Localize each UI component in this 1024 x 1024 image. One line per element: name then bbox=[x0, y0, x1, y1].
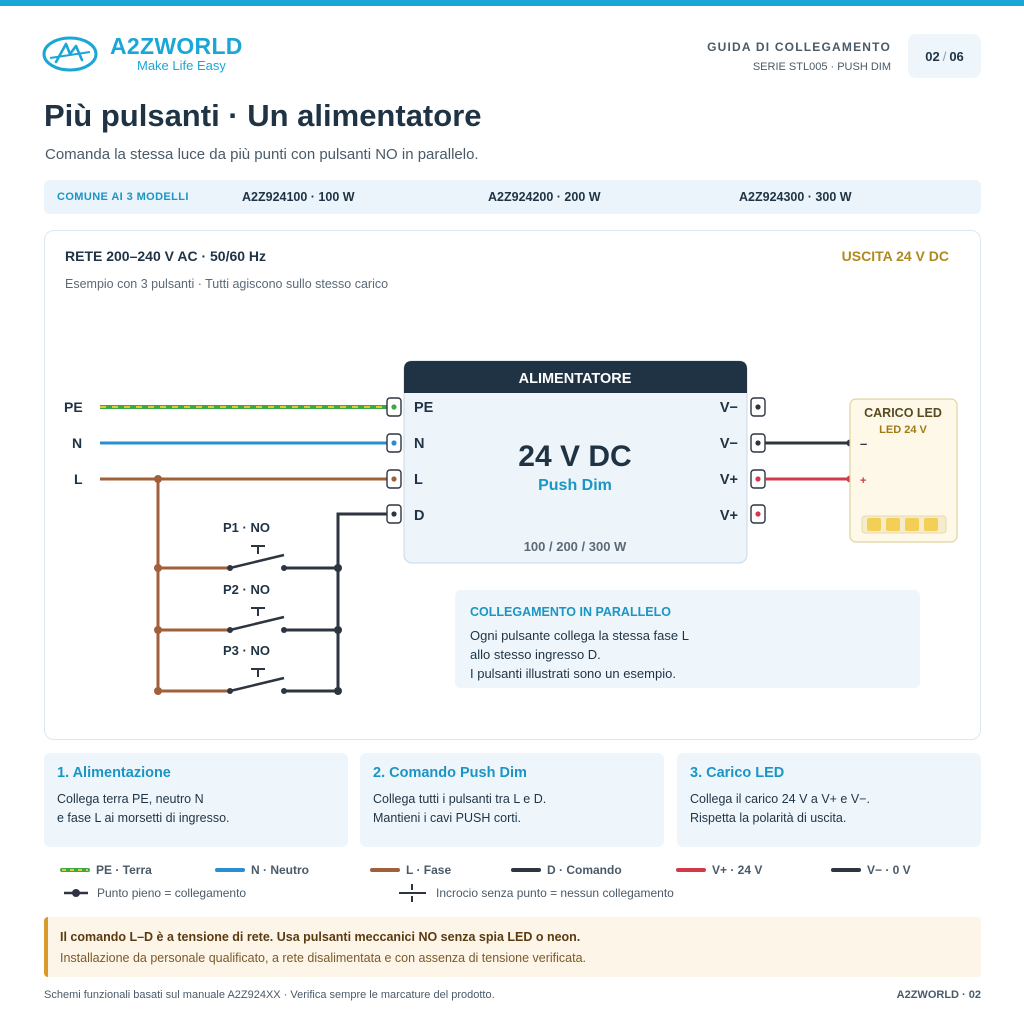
load-minus: – bbox=[860, 436, 868, 451]
model-item: A2Z924100 · 100 W bbox=[242, 190, 355, 204]
load-title: CARICO LED bbox=[864, 406, 942, 420]
led-chip-icon bbox=[886, 518, 900, 531]
terminal-label: V+ bbox=[719, 472, 738, 488]
example-note: Esempio con 3 pulsanti · Tutti agiscono sullo stesso carico bbox=[65, 277, 389, 291]
led-chip-icon bbox=[905, 518, 919, 531]
warning-line-1: Il comando L–D è a tensione di rete. Usa pulsanti meccanici NO senza spia LED o neon. bbox=[60, 930, 581, 944]
parallel-note-title: COLLEGAMENTO IN PARALLELO bbox=[470, 605, 671, 619]
psu-header: ALIMENTATORE bbox=[518, 371, 632, 387]
junction-dot bbox=[334, 626, 342, 634]
terminal-label: D bbox=[414, 508, 425, 524]
model-item: A2Z924200 · 200 W bbox=[488, 190, 601, 204]
load-subtitle: LED 24 V bbox=[879, 424, 927, 436]
page-title: Più pulsanti · Un alimentatore bbox=[44, 98, 482, 133]
step-card-load bbox=[677, 753, 981, 847]
step-line: Collega tutti i pulsanti tra L e D. bbox=[373, 792, 547, 806]
safety-warning bbox=[44, 917, 981, 977]
legend-dot: Punto pieno = collegamento bbox=[97, 886, 247, 900]
step-line: Collega terra PE, neutro N bbox=[57, 792, 204, 806]
led-chip-icon bbox=[867, 518, 881, 531]
step-line: Collega il carico 24 V a V+ e V−. bbox=[690, 792, 870, 806]
step-line: e fase L ai morsetti di ingresso. bbox=[57, 811, 230, 825]
button-label: P3 · NO bbox=[223, 643, 270, 658]
step-line: Rispetta la polarità di uscita. bbox=[690, 811, 847, 825]
junction-dot bbox=[334, 564, 342, 572]
terminal-label: V+ bbox=[719, 508, 738, 524]
page-current: 02 bbox=[925, 48, 940, 64]
page-separator: / bbox=[942, 48, 947, 64]
warning-line-2: Installazione da personale qualificato, a rete disalimentata e con assenza di tensione verificata. bbox=[60, 951, 587, 965]
step-line: Mantieni i cavi PUSH corti. bbox=[373, 811, 521, 825]
junction-dot bbox=[154, 475, 162, 483]
models-label: COMUNE AI 3 MODELLI bbox=[57, 191, 189, 203]
step-title: 1. Alimentazione bbox=[57, 765, 171, 781]
junction-dot bbox=[334, 687, 342, 695]
step-text bbox=[373, 790, 546, 828]
page-total: 06 bbox=[949, 48, 964, 64]
psu-mode: Push Dim bbox=[538, 477, 612, 494]
led-load bbox=[850, 399, 957, 542]
input-label-n: N bbox=[72, 435, 83, 451]
footer-page: A2ZWORLD · 02 bbox=[896, 989, 981, 1001]
terminal-label: N bbox=[414, 436, 425, 452]
psu-voltage: 24 V DC bbox=[518, 440, 632, 473]
step-card-command bbox=[360, 753, 664, 847]
terminal-label: PE bbox=[414, 400, 434, 416]
step-card-power bbox=[44, 753, 348, 847]
legend-neutral: N · Neutro bbox=[251, 863, 309, 877]
button-label: P1 · NO bbox=[223, 520, 270, 535]
power-supply bbox=[404, 361, 747, 563]
legend-crossing: Incrocio senza punto = nessun collegamento bbox=[436, 886, 674, 900]
terminal-label: V− bbox=[719, 400, 738, 416]
junction-dot bbox=[154, 626, 162, 634]
input-label-pe: PE bbox=[64, 399, 83, 415]
psu-power: 100 / 200 / 300 W bbox=[523, 539, 627, 554]
push-button-p3 bbox=[223, 643, 287, 694]
push-button-p2 bbox=[223, 582, 287, 633]
model-item: A2Z924300 · 300 W bbox=[739, 190, 852, 204]
input-mains-label: RETE 200–240 V AC · 50/60 Hz bbox=[65, 248, 267, 264]
brand-tagline: Make Life Easy bbox=[137, 58, 226, 73]
input-terminal-block bbox=[387, 398, 401, 523]
output-label: USCITA 24 V DC bbox=[841, 248, 949, 264]
wire-command bbox=[338, 514, 388, 691]
led-chip-icon bbox=[924, 518, 938, 531]
parallel-note-line: I pulsanti illustrati sono un esempio. bbox=[470, 666, 676, 681]
legend-vplus: V+ · 24 V bbox=[712, 863, 763, 877]
input-label-l: L bbox=[74, 471, 83, 487]
load-plus: + bbox=[860, 475, 867, 487]
legend-pe: PE · Terra bbox=[96, 863, 152, 877]
step-text bbox=[690, 790, 870, 828]
parallel-note-line: allo stesso ingresso D. bbox=[470, 647, 601, 662]
step-title: 2. Comando Push Dim bbox=[373, 765, 527, 781]
page-subtitle: Comanda la stessa luce da più punti con pulsanti NO in parallelo. bbox=[45, 146, 479, 163]
guide-series: SERIE STL005 · PUSH DIM bbox=[752, 61, 891, 73]
parallel-note bbox=[455, 590, 920, 688]
legend-command: D · Comando bbox=[547, 863, 622, 877]
output-terminal-block bbox=[751, 398, 765, 523]
guide-title: GUIDA DI COLLEGAMENTO bbox=[707, 40, 891, 54]
step-text bbox=[57, 790, 230, 828]
brand-name: A2ZWORLD bbox=[110, 33, 243, 59]
legend-vminus: V− · 0 V bbox=[867, 863, 911, 877]
junction-dot bbox=[154, 687, 162, 695]
step-title: 3. Carico LED bbox=[690, 765, 785, 781]
legend-phase: L · Fase bbox=[406, 863, 452, 877]
terminal-label: V− bbox=[719, 436, 738, 452]
button-label: P2 · NO bbox=[223, 582, 270, 597]
footer-note: Schemi funzionali basati sul manuale A2Z924XX · Verifica sempre le marcature del prodotto. bbox=[44, 989, 495, 1001]
parallel-note-line: Ogni pulsante collega la stessa fase L bbox=[470, 628, 689, 643]
push-button-p1 bbox=[223, 520, 287, 571]
junction-dot bbox=[154, 564, 162, 572]
terminal-label: L bbox=[414, 472, 423, 488]
